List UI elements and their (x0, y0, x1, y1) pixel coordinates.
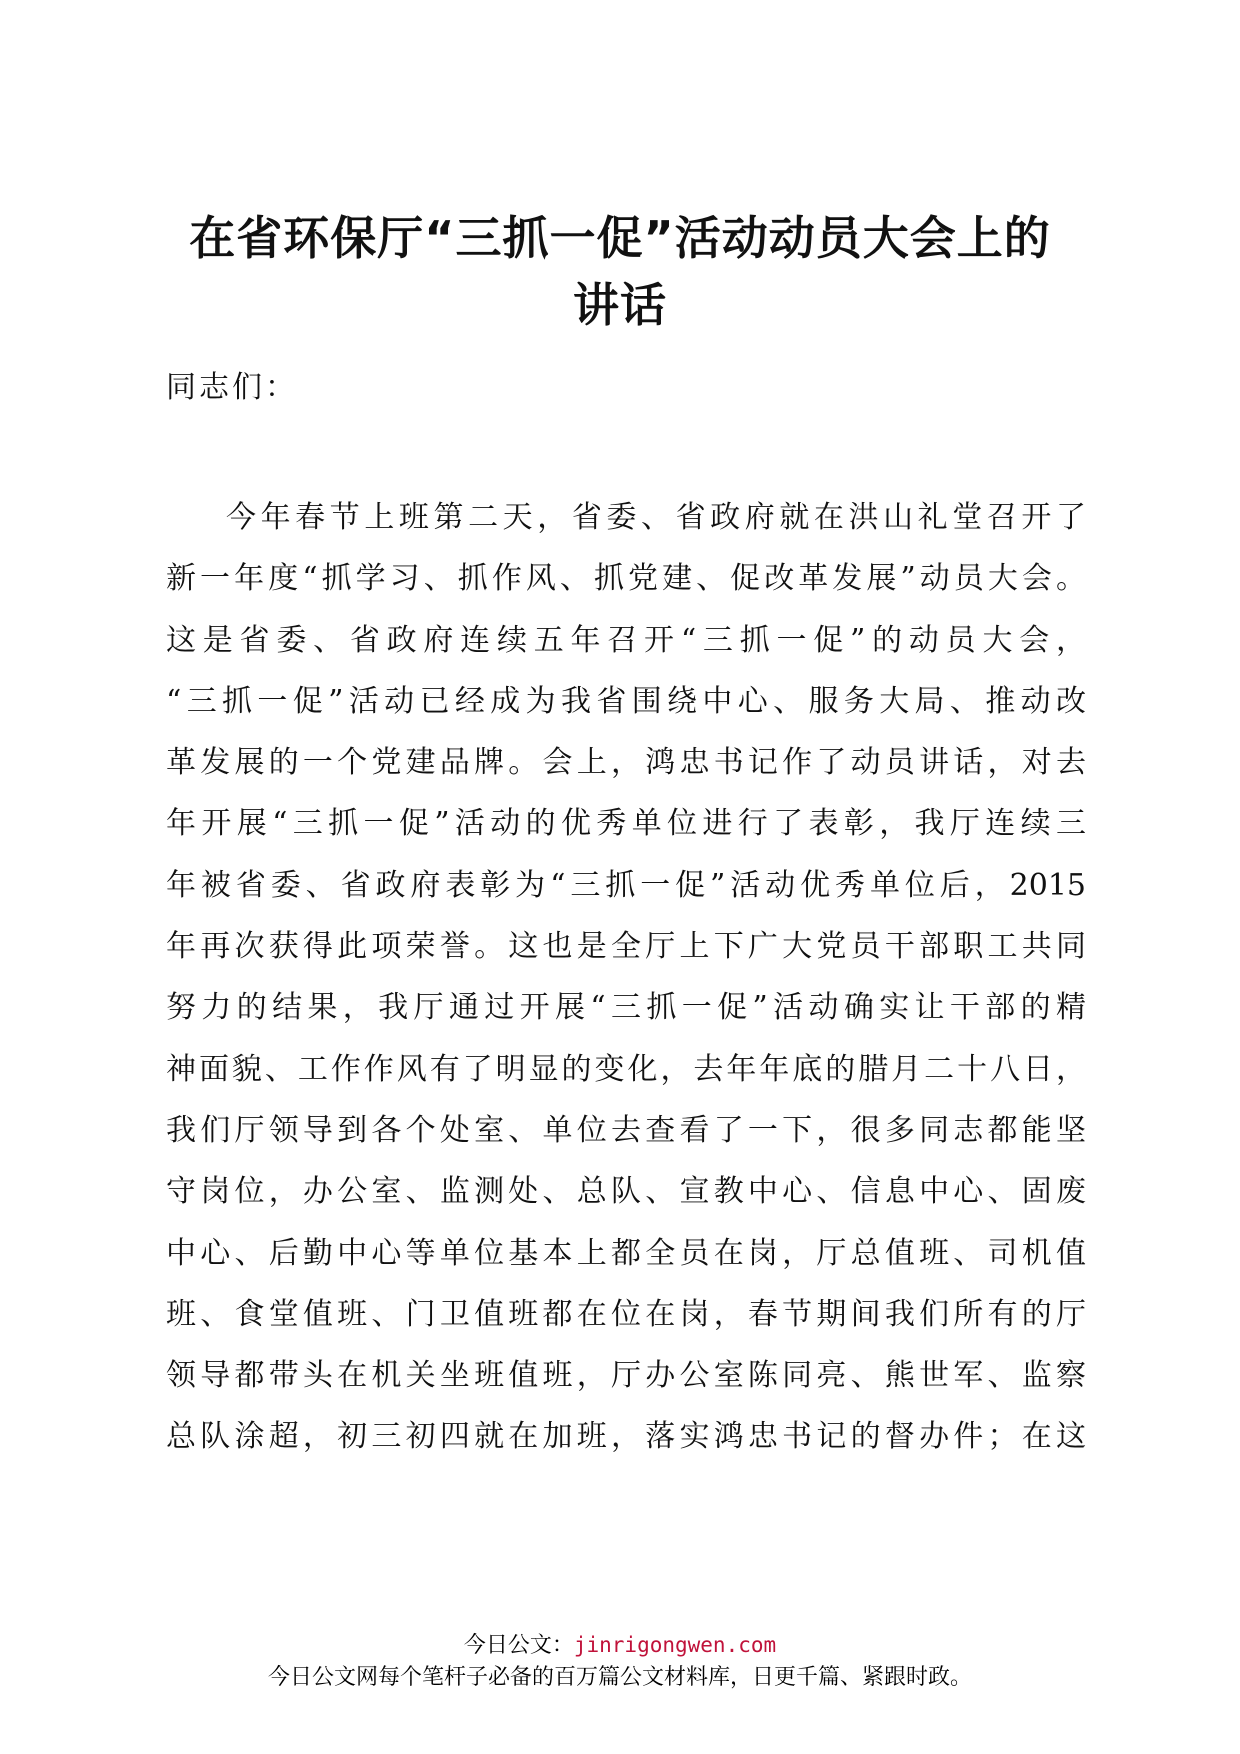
body-line: 年被省委、省政府表彰为“三抓一促”活动优秀单位后，2015 (166, 867, 1086, 903)
body-line: 年再次获得此项荣誉。这也是全厅上下广大党员干部职工共同 (166, 929, 1086, 965)
body-line: 这是省委、省政府连续五年召开“三抓一促”的动员大会， (166, 622, 1086, 658)
body-line: 领导都带头在机关坐班值班，厅办公室陈同亮、熊世军、监察 (166, 1358, 1086, 1394)
body-line: 我们厅领导到各个处室、单位去查看了一下，很多同志都能坚 (166, 1112, 1086, 1148)
body-line: 班、食堂值班、门卫值班都在位在岗，春节期间我们所有的厅 (166, 1296, 1086, 1332)
body-line: 神面貌、工作作风有了明显的变化，去年年底的腊月二十八日， (166, 1051, 1086, 1087)
document-title (140, 205, 1100, 339)
body-paragraph (166, 498, 1086, 1479)
body-line: “三抓一促”活动已经成为我省围绕中心、服务大局、推动改 (166, 683, 1086, 719)
body-line: 今年春节上班第二天，省委、省政府就在洪山礼堂召开了 (226, 500, 1086, 535)
footer-banner (0, 1630, 1240, 1693)
footer-source-line (0, 1630, 1240, 1661)
body-line: 总队涂超，初三初四就在加班，落实鸿忠书记的督办件；在这 (166, 1419, 1086, 1455)
body-line: 年开展“三抓一促”活动的优秀单位进行了表彰，我厅连续三 (166, 806, 1086, 842)
footer-source-label: 今日公文： (463, 1633, 574, 1658)
body-line: 新一年度“抓学习、抓作风、抓党建、促改革发展”动员大会。 (166, 561, 1086, 597)
footer-tagline: 今日公文网每个笔杆子必备的百万篇公文材料库，日更千篇、紧跟时政。 (267, 1665, 972, 1690)
body-line: 守岗位，办公室、监测处、总队、宣教中心、信息中心、固废 (166, 1174, 1086, 1210)
document-title-line-1: 在省环保厅“三抓一促”活动动员大会上的 (189, 211, 1051, 265)
body-line: 努力的结果，我厅通过开展“三抓一促”活动确实让干部的精 (166, 990, 1086, 1026)
body-line: 革发展的一个党建品牌。会上，鸿忠书记作了动员讲话，对去 (166, 745, 1086, 781)
salutation: 同志们： (166, 370, 298, 405)
document-title-line-2: 讲话 (573, 278, 667, 332)
body-line: 中心、后勤中心等单位基本上都全员在岗，厅总值班、司机值 (166, 1235, 1086, 1271)
footer-source-link[interactable]: jinrigongwen.com (573, 1633, 777, 1657)
